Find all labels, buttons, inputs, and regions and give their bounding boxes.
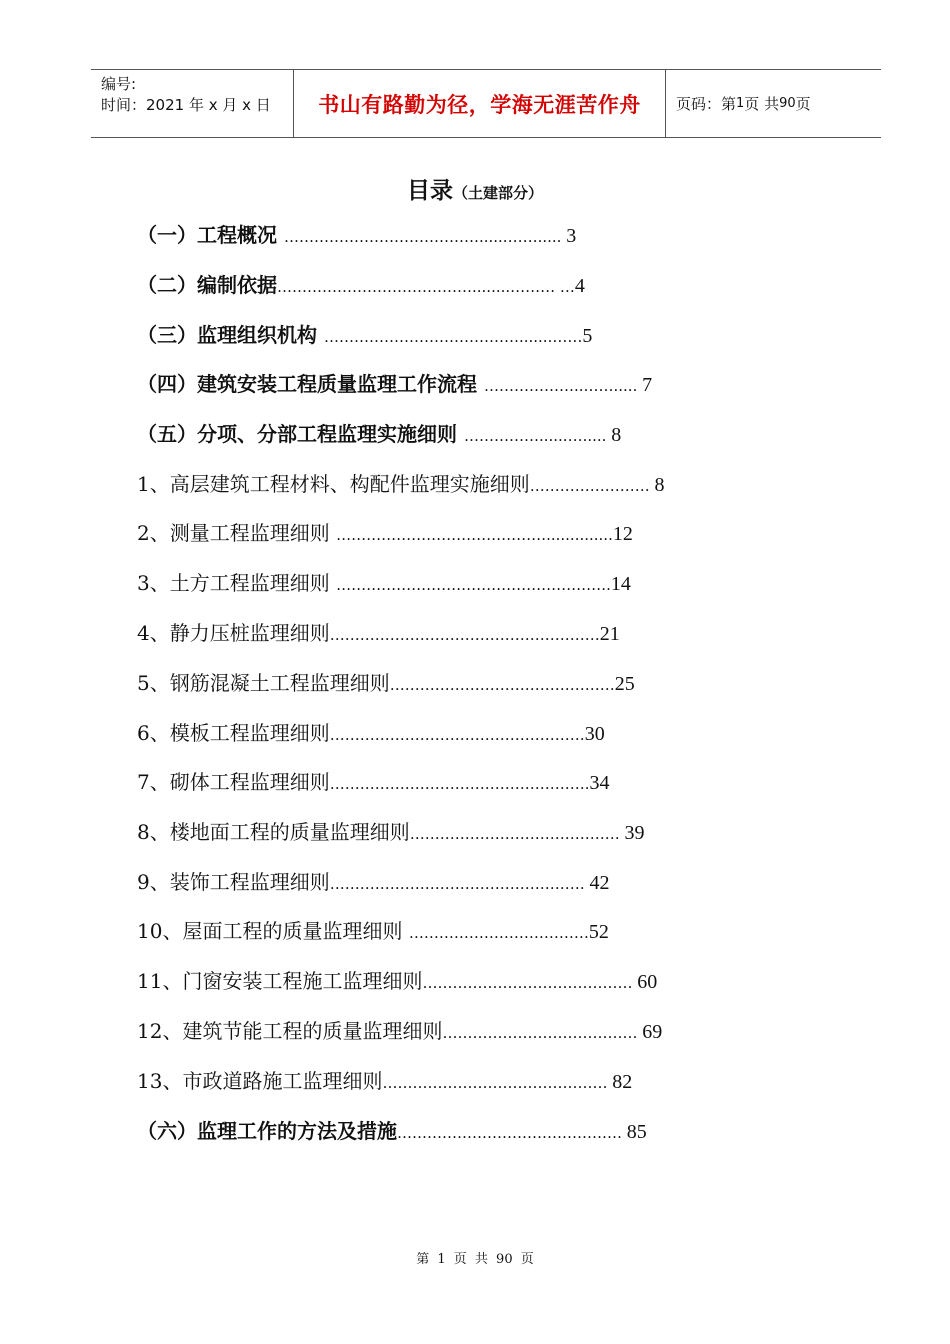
toc-entry[interactable] [137,869,610,897]
toc-entry[interactable] [137,421,621,449]
toc-page: 30 [584,723,605,745]
toc-entry[interactable] [137,1018,662,1046]
toc-label: 5、钢筋混凝土工程监理细则 [137,671,390,695]
toc-leader: …………………………………......……..... [283,228,567,246]
toc-label: 12、建筑节能工程的质量监理细则 [137,1019,443,1043]
toc-label: 11、门窗安装工程施工监理细则 [137,969,423,993]
toc-label: （六）监理工作的方法及措施 [137,1119,397,1143]
toc-label: （五）分项、分部工程监理实施细则 [137,422,464,446]
toc-label: （一）工程概况 [137,223,284,247]
toc-label: 10、屋面工程的质量监理细则 [137,919,409,943]
toc-title [0,172,950,205]
page-total: 90 [779,96,796,111]
toc-page: 8 [611,424,622,446]
toc-page: 8 [654,474,665,496]
toc-title-main: 目录 [406,178,453,204]
toc-page: 82 [612,1071,633,1093]
time-label: 时间：2021 年 x 月 x 日 [101,96,271,114]
toc-entry[interactable] [137,1118,647,1146]
toc-entry[interactable] [137,620,620,648]
toc-entry[interactable] [137,1068,632,1096]
toc-label: 2、测量工程监理细则 [137,521,337,545]
toc-label: 9、装饰工程监理细则 [137,870,330,894]
toc-leader: ……………………………………………. [329,775,590,793]
toc-page: 85 [626,1121,647,1143]
toc-leader: ……………………………………… [397,1124,627,1142]
toc-page: 42 [589,872,610,894]
toc-leader: ………………………………….......…… [323,328,583,346]
toc-entry[interactable] [137,968,657,996]
header-page-info [666,70,881,137]
toc-label: （二）编制依据 [137,273,277,297]
number-label: 编号: [101,75,137,93]
toc-page: 52 [588,921,609,943]
toc-entry[interactable] [137,272,585,300]
page-mid: 页 共 [744,95,780,113]
toc-entry[interactable] [137,371,652,399]
toc-entry[interactable] [137,570,631,598]
toc-entry[interactable] [137,769,610,797]
toc-entry[interactable] [137,322,592,350]
toc-entry[interactable] [137,819,645,847]
toc-page: 34 [589,772,610,794]
toc-label: 4、静力压桩监理细则 [137,621,330,645]
toc-leader: ……………………………………………… [329,626,600,644]
toc-leader: …………………………………… [422,974,638,992]
header-motto: 书山有路勤为径，学海无涯苦作舟 [293,70,666,137]
page-label: 页码：第 [676,95,737,113]
toc-entry[interactable] [137,720,605,748]
toc-entry[interactable] [137,222,576,250]
toc-page: 12 [612,523,633,545]
toc-entry[interactable] [137,670,635,698]
toc-leader: …………………………………………… [329,875,590,893]
toc-leader: ……………………………………… [382,1074,613,1092]
toc-page: 4 [574,275,585,297]
toc-leader: …………………………………… [409,825,625,843]
toc-page: 39 [624,822,645,844]
toc-leader: …………………………………………… [329,726,585,744]
toc-page: 5 [582,325,593,347]
page-current: 1 [736,96,745,111]
toc-entry[interactable] [137,918,609,946]
toc-entry[interactable] [137,520,633,548]
toc-leader: ………………..……..... [483,377,643,395]
toc-label: 1、高层建筑工程材料、构配件监理实施细则 [137,472,530,496]
toc-label: 6、模板工程监理细则 [137,721,330,745]
header-meta [91,70,293,137]
toc-page: 14 [610,573,631,595]
toc-leader: ……………......…..... [463,427,612,445]
toc-leader: ……………………………………… [389,676,615,694]
page-footer: 第 1 页 共 90 页 [416,1252,534,1267]
toc-leader: ………………………………………………. [336,576,611,594]
toc-page: 21 [599,623,620,645]
toc-page: 60 [637,971,658,993]
page-header [91,69,881,138]
toc-page: 69 [642,1021,663,1043]
toc-page: 25 [614,673,635,695]
toc-title-sub: （土建部分） [452,184,543,202]
toc-leader: ………………………………… [442,1024,643,1042]
toc-page: 7 [642,374,653,396]
toc-label: 13、市政道路施工监理细则 [137,1069,383,1093]
toc-label: 8、楼地面工程的质量监理细则 [137,820,410,844]
toc-entry[interactable] [137,471,665,499]
toc-leader: …………………… [529,477,655,495]
toc-leader: ……………………………… [408,924,589,942]
toc-label: （四）建筑安装工程质量监理工作流程 [137,372,484,396]
toc-leader: …………………………………........……… … [277,278,575,296]
toc-label: 3、土方工程监理细则 [137,571,337,595]
page-suffix: 页 [795,95,811,113]
toc-page: 3 [566,225,577,247]
toc-leader: …………………………………….............. [336,526,613,544]
toc-label: 7、砌体工程监理细则 [137,770,330,794]
toc-label: （三）监理组织机构 [137,323,324,347]
